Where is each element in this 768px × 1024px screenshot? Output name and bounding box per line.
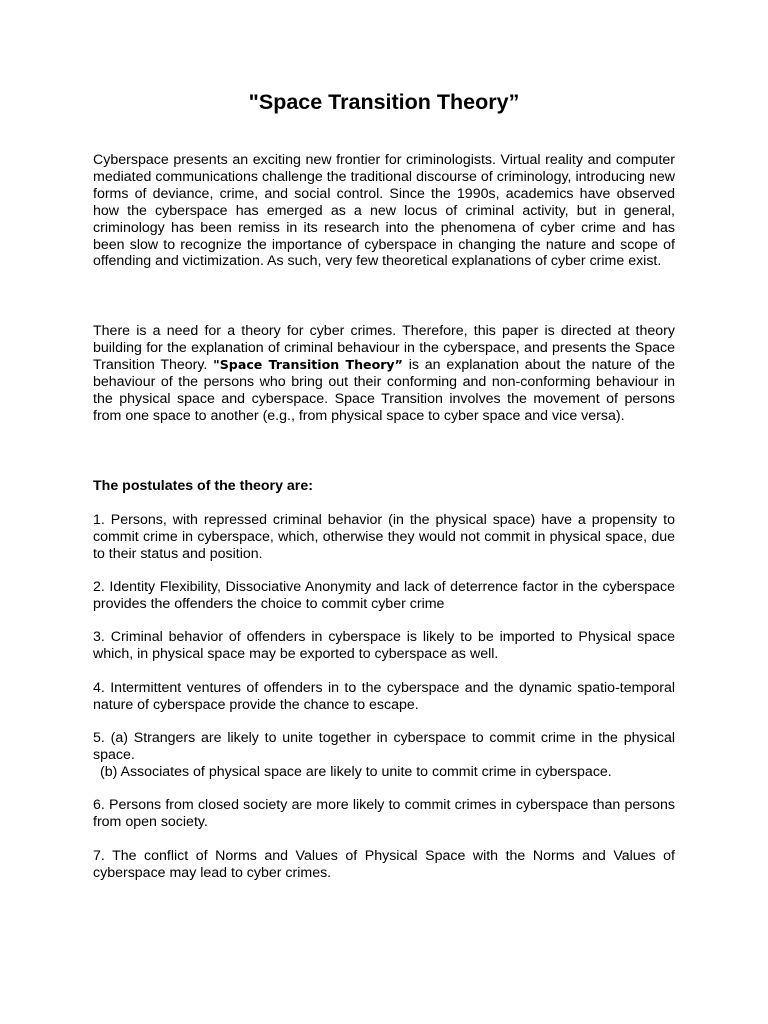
postulate-4: 4. Intermittent ventures of offenders in to the cyberspace and the dynamic spatio-temporal nature of cyberspace provide the chance to escape.: [93, 680, 675, 713]
postulates-heading: The postulates of the theory are:: [93, 478, 313, 494]
theory-paragraph-text-before: There is a need for a theory for cyber crimes. Therefore, this paper is directed at theory building for the explanation of criminal behaviour in the cyberspace, and presents the Space Transition Theory.: [93, 323, 675, 373]
theory-paragraph: [93, 323, 675, 424]
postulate-6: 6. Persons from closed society are more likely to commit crimes in cyberspace than persons from open society.: [93, 797, 675, 830]
postulate-2: 2. Identity Flexibility, Dissociative Anonymity and lack of deterrence factor in the cyberspace provides the offenders the choice to commit cyber crime: [93, 579, 675, 612]
postulate-5a: 5. (a) Strangers are likely to unite together in cyberspace to commit crime in the physical space.: [93, 730, 675, 763]
postulate-1: 1. Persons, with repressed criminal behavior (in the physical space) have a propensity to commit crime in cyberspace, which, otherwise they would not commit in physical space, due to their status and position.: [93, 512, 675, 562]
document-title: "Space Transition Theory”: [248, 90, 520, 114]
postulate-3: 3. Criminal behavior of offenders in cyberspace is likely to be imported to Physical space which, in physical space may be exported to cyberspace as well.: [93, 629, 675, 662]
theory-name-bold: "Space Transition Theory”: [213, 356, 403, 372]
postulate-5b: (b) Associates of physical space are likely to unite to commit crime in cyberspace.: [100, 764, 612, 780]
postulate-7: 7. The conflict of Norms and Values of Physical Space with the Norms and Values of cyberspace may lead to cyber crimes.: [93, 848, 675, 881]
intro-paragraph: Cyberspace presents an exciting new frontier for criminologists. Virtual reality and computer mediated communications challenge the traditional discourse of criminology, introducing new forms of deviance, crime, and social control. Since the 1990s, academics have observed how the cyberspace has emerged as a new locus of criminal activity, but in general, criminology has been remiss in its research into the phenomena of cyber crime and has been slow to recognize the importance of cyberspace in changing the nature and scope of offending and victimization. As such, very few theoretical explanations of cyber crime exist.: [93, 152, 675, 270]
theory-paragraph-text-after: is an explanation about the nature of the behaviour of the persons who bring out their conforming and non-conforming behaviour in the physical space and cyberspace. Space Transition involves the movement of persons from one space to another (e.g., from physical space to cyber space and vice versa).: [93, 356, 675, 424]
